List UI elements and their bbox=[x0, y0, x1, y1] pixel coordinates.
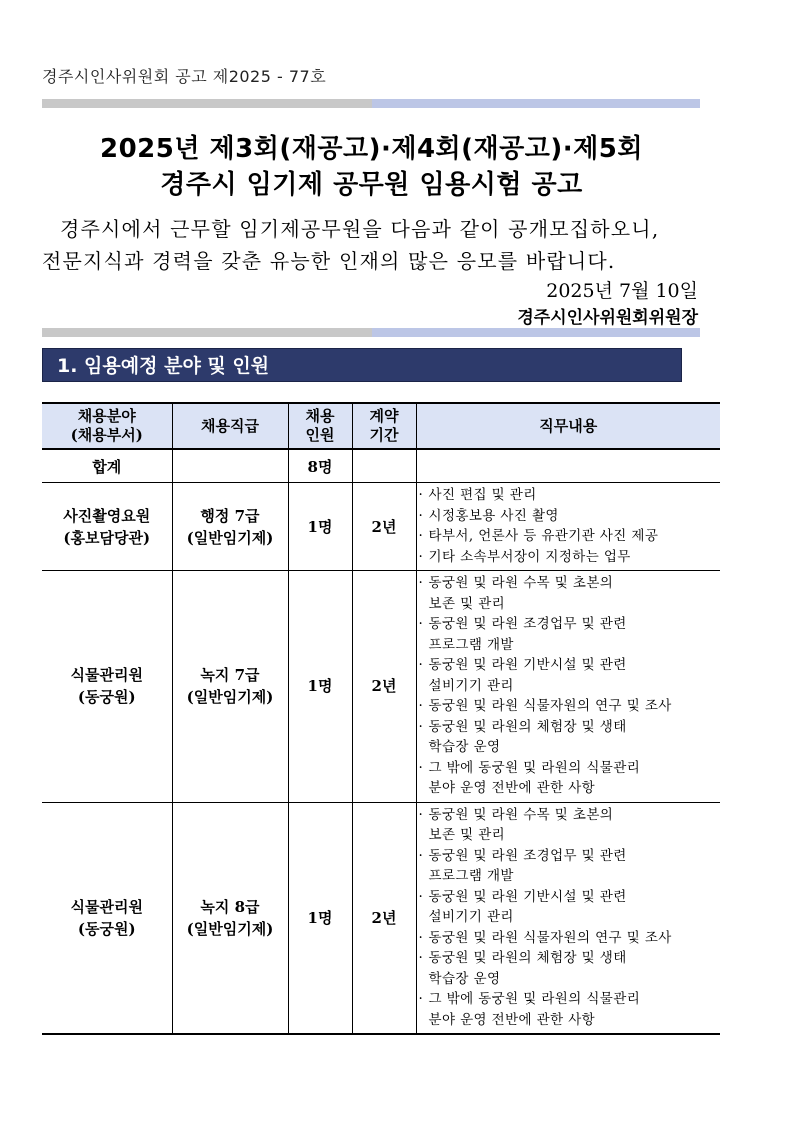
page-title-line2: 경주시 임기제 공무원 임용시험 공고 bbox=[160, 170, 583, 200]
page-title-line1: 2025년 제3회(재공고)·제4회(재공고)·제5회 bbox=[100, 134, 643, 164]
duty-item: · 동궁원 및 라원 식물자원의 연구 및 조사 bbox=[418, 698, 672, 714]
duty-cell bbox=[416, 483, 720, 571]
intro-line2: 전문지식과 경력을 갖춘 유능한 인재의 많은 응모를 바랍니다. bbox=[42, 249, 616, 273]
duty-item: · 기타 소속부서장이 지정하는 업무 bbox=[418, 548, 631, 565]
duty-cell bbox=[416, 802, 720, 1034]
duty-item: · 시정홍보용 사진 촬영 bbox=[418, 507, 559, 524]
duty-item: · 동궁원 및 라원의 체험장 및 생태 학습장 운영 bbox=[418, 718, 627, 755]
field-cell: 식물관리원 (동궁원) bbox=[42, 571, 172, 803]
count-cell: 1명 bbox=[288, 802, 352, 1034]
duty-item: · 그 밖에 동궁원 및 라원의 식물관리 분야 운영 전반에 관한 사항 bbox=[418, 759, 641, 796]
duty-item: · 동궁원 및 라원 조경업무 및 관련 프로그램 개발 bbox=[418, 847, 627, 884]
duty-item: · 동궁원 및 라원 수목 및 초본의 보존 및 관리 bbox=[418, 575, 614, 612]
term-cell: 2년 bbox=[352, 483, 416, 571]
term-cell: 2년 bbox=[352, 571, 416, 803]
duty-cell bbox=[416, 571, 720, 803]
table-header-row bbox=[42, 403, 720, 449]
duty-item: · 사진 편집 및 관리 bbox=[418, 487, 537, 503]
duty-item: · 동궁원 및 라원 수목 및 초본의 보존 및 관리 bbox=[418, 806, 614, 843]
recruitment-table bbox=[42, 402, 720, 1035]
duty-item: · 타부서, 언론사 등 유관기관 사진 제공 bbox=[418, 528, 659, 544]
term-cell: 2년 bbox=[352, 802, 416, 1034]
table-row bbox=[42, 571, 720, 803]
announcement-number: 경주시인사위원회 공고 제2025 - 77호 bbox=[42, 67, 327, 86]
duty-item: · 동궁원 및 라원 조경업무 및 관련 프로그램 개발 bbox=[418, 616, 627, 653]
total-count: 8명 bbox=[288, 449, 352, 483]
duty-item: · 동궁원 및 라원 식물자원의 연구 및 조사 bbox=[418, 929, 672, 946]
total-row bbox=[42, 449, 720, 483]
announcement-date: 2025년 7월 10일 bbox=[546, 280, 698, 302]
grade-cell: 녹지 7급 (일반임기제) bbox=[172, 571, 288, 803]
grade-cell: 행정 7급 (일반임기제) bbox=[172, 483, 288, 571]
count-cell: 1명 bbox=[288, 571, 352, 803]
signer: 경주시인사위원회위원장 bbox=[517, 308, 698, 328]
header-term: 계약 기간 bbox=[352, 403, 416, 449]
header-count: 채용 인원 bbox=[288, 403, 352, 449]
header-duty: 직무내용 bbox=[416, 403, 720, 449]
grade-cell: 녹지 8급 (일반임기제) bbox=[172, 802, 288, 1034]
field-cell: 사진촬영요원 (홍보담당관) bbox=[42, 483, 172, 571]
header-field: 채용분야 (채용부서) bbox=[42, 403, 172, 449]
duty-item: · 그 밖에 동궁원 및 라원의 식물관리 분야 운영 전반에 관한 사항 bbox=[418, 991, 641, 1028]
table-row bbox=[42, 483, 720, 571]
duty-item: · 동궁원 및 라원 기반시설 및 관련 설비기기 관리 bbox=[418, 888, 627, 925]
top-divider bbox=[42, 99, 700, 108]
duty-item: · 동궁원 및 라원의 체험장 및 생태 학습장 운영 bbox=[418, 950, 627, 987]
header-grade: 채용직급 bbox=[172, 403, 288, 449]
duty-item: · 동궁원 및 라원 기반시설 및 관련 설비기기 관리 bbox=[418, 657, 627, 694]
table-row bbox=[42, 802, 720, 1034]
count-cell: 1명 bbox=[288, 483, 352, 571]
section-heading: 1. 임용예정 분야 및 인원 bbox=[42, 348, 682, 382]
total-label: 합계 bbox=[42, 449, 172, 483]
intro-line1: 경주시에서 근무할 임기제공무원을 다음과 같이 공개모집하오니, bbox=[60, 217, 660, 241]
field-cell: 식물관리원 (동궁원) bbox=[42, 802, 172, 1034]
bottom-divider bbox=[42, 328, 700, 337]
